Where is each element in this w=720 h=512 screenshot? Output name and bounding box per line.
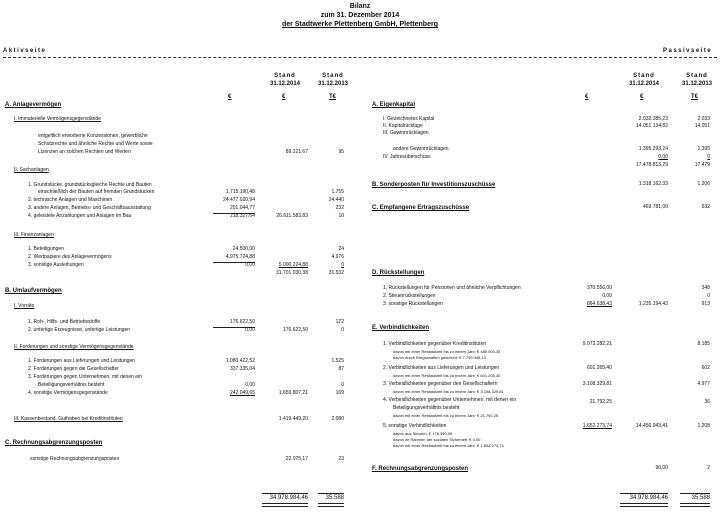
section-title: E. Verbindlichkeiten bbox=[372, 325, 430, 331]
passivseite-label: Passivseite bbox=[663, 48, 713, 54]
line-label: 1. Verbindlichkeiten gegenüber Kreditinstituten bbox=[383, 341, 487, 347]
amount: 864.638,43 bbox=[586, 301, 612, 307]
line-label: 2. Forderungen gegen die Gesellschafter bbox=[28, 366, 119, 372]
footnote: davon mit einer Restlaufzeit bis zu einem Jahr: € 21.792,25 bbox=[393, 413, 499, 418]
line-label: 2. technische Anlagen und Maschinen bbox=[28, 197, 113, 203]
amount-prev: 4.977 bbox=[697, 381, 710, 387]
amount: 22.075,17 bbox=[285, 456, 308, 462]
line-label: IV. Jahresüberschuss bbox=[383, 154, 431, 160]
col-unit: T€ bbox=[691, 94, 699, 100]
section-title: B. Sonderposten für Investitionszuschüsse bbox=[372, 182, 496, 188]
subsection-title: III. Kassenbestand, Guthaben bei Kreditinstituten bbox=[14, 416, 123, 422]
footnote: davon im Rahmen der sozialen Sicherheit: € 0,00 bbox=[393, 437, 481, 442]
amount-total: 31.701.030,38 bbox=[276, 270, 308, 276]
amount: 0,00 bbox=[245, 382, 255, 388]
amount: 601.265,40 bbox=[586, 365, 612, 371]
line-label: 4. Verbindlichkeiten gegenüber Unternehmen, mit denen ein bbox=[383, 397, 517, 403]
line-label: 4. geleistete Anzahlungen und Anlagen im Bau bbox=[28, 213, 132, 219]
line-label: 1. Rückstellungen für Pensionen und ähnliche Verpflichtungen bbox=[383, 285, 521, 291]
line-label: sonstige Rechnungsabgrenzungsposten bbox=[30, 456, 120, 462]
line-label: III. Gewinnrücklagen bbox=[383, 130, 429, 136]
line-label: 1. Roh-, Hilfs- und Betriebsstoffe bbox=[28, 319, 101, 325]
amount-prev: 1.208 bbox=[697, 423, 710, 429]
line-label: 1. Beteiligungen bbox=[28, 246, 64, 252]
amount: 14.456.943,41 bbox=[636, 423, 668, 429]
amount-prev: 10 bbox=[338, 213, 344, 219]
amount-prev: 1.755 bbox=[331, 189, 344, 195]
amount-prev: 87 bbox=[338, 366, 344, 372]
amount: 370.556,00 bbox=[586, 285, 612, 291]
amount-prev: 36 bbox=[704, 399, 710, 405]
amount-prev: 0 bbox=[341, 327, 344, 333]
amount-prev: 8.185 bbox=[697, 341, 710, 347]
amount-prev: 602 bbox=[701, 365, 710, 371]
amount-prev: 14.051 bbox=[694, 123, 710, 129]
col-header-stand: Stand bbox=[686, 73, 708, 79]
amount-prev: 913 bbox=[701, 301, 710, 307]
amount-prev: 0 bbox=[707, 293, 710, 299]
footnote: davon mit einer Restlaufzeit bis zu einem Jahr: € 1.652.273,74 bbox=[393, 443, 504, 448]
amount-prev: 24 bbox=[338, 246, 344, 252]
col-header-stand: Stand bbox=[274, 73, 296, 79]
double-rule bbox=[680, 503, 710, 507]
col-unit: € bbox=[282, 94, 286, 100]
amount: 0,00 bbox=[245, 262, 255, 268]
line-label: 2. unfertige Erzeugnisse, unfertige Leistungen bbox=[28, 327, 131, 333]
amount-prev: 4.976 bbox=[331, 254, 344, 260]
amount-prev: 1.395 bbox=[697, 146, 710, 152]
footnote: davon mit einer Restlaufzeit bis zu einem Jahr: € 601.265,40 bbox=[393, 373, 501, 378]
amount: 0,00 bbox=[602, 293, 612, 299]
subsection-title: I. Vorräte bbox=[14, 303, 35, 309]
amount: 218.327,64 bbox=[229, 213, 255, 219]
subsection-title: III. Finanzanlagen bbox=[14, 232, 54, 238]
amount-total: 17.478.813,29 bbox=[636, 162, 668, 168]
amount: 1.715.190,48 bbox=[225, 189, 255, 195]
aktivseite-label: Aktivseite bbox=[3, 48, 47, 54]
col-header-date: 31.12.2014 bbox=[628, 81, 660, 87]
line-label: Lizenzen an solchen Rechten und Werten bbox=[38, 149, 131, 155]
col-header-date: 31.12.2014 bbox=[269, 81, 301, 87]
line-label: 1. Grundstücke, grundstücksgleiche Rechte und Bauten bbox=[28, 182, 152, 188]
col-unit: € bbox=[640, 94, 644, 100]
amount: 1.395.293,24 bbox=[638, 146, 668, 152]
section-title: A. Anlagevermögen bbox=[5, 102, 62, 108]
amount-prev: 2 bbox=[707, 465, 710, 471]
amount-prev: 24.440 bbox=[328, 197, 344, 203]
section-title: C. Rechnungsabgrenzungsposten bbox=[5, 440, 103, 446]
amount-prev: 1.525 bbox=[331, 358, 344, 364]
amount: 2.032.385,23 bbox=[638, 116, 668, 122]
amount: 176.622,50 bbox=[282, 327, 308, 333]
amount: 1.419.449,20 bbox=[278, 416, 308, 422]
amount: 21.792,25 bbox=[589, 399, 612, 405]
amount-prev: 1.206 bbox=[697, 181, 710, 187]
line-label: andere Gewinnrücklagen bbox=[393, 146, 449, 152]
line-label: 2. Verbindlichkeiten aus Lieferungen und Leistungen bbox=[383, 365, 500, 371]
amount: 89.221,67 bbox=[285, 149, 308, 155]
amount: 3.108.329,81 bbox=[582, 381, 612, 387]
doc-title: Bilanz bbox=[349, 3, 371, 10]
amount: 14.051.134,82 bbox=[636, 123, 668, 129]
grand-total: 34.978.984,46 bbox=[269, 495, 308, 501]
amount: 5.000.224,88 bbox=[278, 262, 308, 268]
col-header-date: 31.12.2013 bbox=[317, 81, 349, 87]
amount: 1.659.807,21 bbox=[278, 390, 308, 396]
footnote: davon mit einer Restlaufzeit bis zu einem Jahr: € 3.108.329,81 bbox=[393, 389, 504, 394]
amount-prev: 0 bbox=[341, 382, 344, 388]
doc-date: zum 31. Dezember 2014 bbox=[320, 12, 400, 19]
amount-total-prev: 17.479 bbox=[694, 162, 710, 168]
amount-prev: 632 bbox=[701, 204, 710, 210]
footnote: davon aus Steuern: € 178.390,09 bbox=[393, 431, 453, 436]
amount: 0,00 bbox=[245, 327, 255, 333]
line-label: entgeltlich erworbene Konzessionen, gewerbliche bbox=[38, 133, 148, 139]
amount-prev: 348 bbox=[701, 285, 710, 291]
line-label: 3. andere Anlagen, Betriebs- und Geschäftsausstattung bbox=[28, 205, 151, 211]
amount-prev: 23 bbox=[338, 456, 344, 462]
amount: 90,00 bbox=[655, 465, 668, 471]
grand-total: 34.978.984,46 bbox=[629, 495, 668, 501]
line-label: 2. Wertpapiere des Anlagevermögens bbox=[28, 254, 112, 260]
amount-prev: 2.080 bbox=[331, 416, 344, 422]
double-rule bbox=[620, 503, 668, 507]
col-header-stand: Stand bbox=[322, 73, 344, 79]
line-label: I. Gezeichnetes Kapital bbox=[383, 116, 435, 122]
section-title: C. Empfangene Ertragszuschüsse bbox=[372, 205, 470, 211]
line-label: 3. sonstige Ausleihungen bbox=[28, 262, 84, 268]
line-label: 5. sonstige Verbindlichkeiten bbox=[383, 423, 447, 429]
section-title: B. Umlaufvermögen bbox=[5, 288, 62, 294]
rule bbox=[680, 493, 710, 494]
amount-prev: 0 bbox=[707, 154, 710, 160]
double-rule bbox=[262, 503, 308, 507]
col-unit: T€ bbox=[329, 94, 337, 100]
amount: 0,00 bbox=[658, 154, 668, 160]
amount-prev: 2.033 bbox=[697, 116, 710, 122]
footnote: davon durch Bürgschaften gesichert: € 7.799.348,10 bbox=[393, 355, 486, 360]
rule bbox=[620, 493, 668, 494]
line-label: 3. sonstige Rückstellungen bbox=[383, 301, 443, 307]
section-title: D. Rückstellungen bbox=[372, 270, 425, 276]
subsection-title: II. Forderungen und sonstige Vermögensgegenstände bbox=[14, 344, 134, 350]
amount-prev: 172 bbox=[335, 319, 344, 325]
header-rule bbox=[3, 57, 717, 58]
amount: 1.652.273,74 bbox=[582, 423, 612, 429]
amount: 1.080.422,52 bbox=[225, 358, 255, 364]
amount-prev: 232 bbox=[335, 205, 344, 211]
rule bbox=[262, 493, 308, 494]
section-title: A. Eigenkapital bbox=[372, 102, 416, 108]
amount: 26.611.583,83 bbox=[276, 213, 308, 219]
line-label: II. Kapitalrücklage bbox=[383, 123, 423, 129]
line-label: Schutzrechte und ähnliche Rechte und Werte sowie bbox=[38, 141, 153, 147]
col-unit: € bbox=[585, 94, 589, 100]
line-label: einschließlich der Bauten auf fremden Grundstücken bbox=[38, 189, 155, 195]
line-label: 1. Forderungen aus Lieferungen und Leistungen bbox=[28, 358, 136, 364]
rule bbox=[318, 493, 344, 494]
subsection-title: II. Sachanlagen bbox=[14, 167, 49, 173]
line-label: Beteiligungsverhältnis besteht bbox=[38, 382, 105, 388]
amount: 9.073.282,21 bbox=[582, 341, 612, 347]
footnote: davon mit einer Restlaufzeit bis zu einem Jahr: € 480.004,35 bbox=[393, 349, 501, 354]
col-unit: € bbox=[228, 94, 232, 100]
line-label: Beteiligungsverhältnis besteht bbox=[393, 405, 460, 411]
amount: 242.049,65 bbox=[229, 390, 255, 396]
grand-total-prev: 35.588 bbox=[691, 495, 710, 501]
subsection-title: I. Immaterielle Vermögensgegenstände bbox=[14, 116, 101, 122]
amount: 469.781,00 bbox=[642, 204, 668, 210]
amount-prev: 169 bbox=[335, 390, 344, 396]
line-label: 4. sonstige Vermögensgegenstände bbox=[28, 390, 108, 396]
amount-prev: 95 bbox=[338, 149, 344, 155]
amount: 4.975.724,88 bbox=[225, 254, 255, 260]
section-title: F. Rechnungsabgrenzungsposten bbox=[372, 466, 469, 472]
amount: 24.477.020,94 bbox=[223, 197, 255, 203]
line-label: 3. Forderungen gegen Unternehmen, mit denen ein bbox=[28, 374, 142, 380]
amount: 176.622,50 bbox=[229, 319, 255, 325]
grand-total-prev: 35.588 bbox=[325, 495, 344, 501]
amount: 1.235.194,43 bbox=[638, 301, 668, 307]
col-header-date: 31.12.2013 bbox=[681, 81, 713, 87]
double-rule bbox=[318, 503, 344, 507]
amount: 337.335,04 bbox=[229, 366, 255, 372]
line-label: 3. Verbindlichkeiten gegenüber den Gesellschaftern bbox=[383, 381, 498, 387]
line-label: 2. Steuerrückstellungen bbox=[383, 293, 436, 299]
amount: 1.318.162,33 bbox=[638, 181, 668, 187]
amount: 201.044,77 bbox=[229, 205, 255, 211]
amount: 24.500,00 bbox=[232, 246, 255, 252]
amount-prev: 0 bbox=[341, 262, 344, 268]
doc-company: der Stadtwerke Plettenberg GmbH, Plettenberg bbox=[282, 21, 438, 28]
col-header-stand: Stand bbox=[633, 73, 655, 79]
amount-total-prev: 31.532 bbox=[328, 270, 344, 276]
